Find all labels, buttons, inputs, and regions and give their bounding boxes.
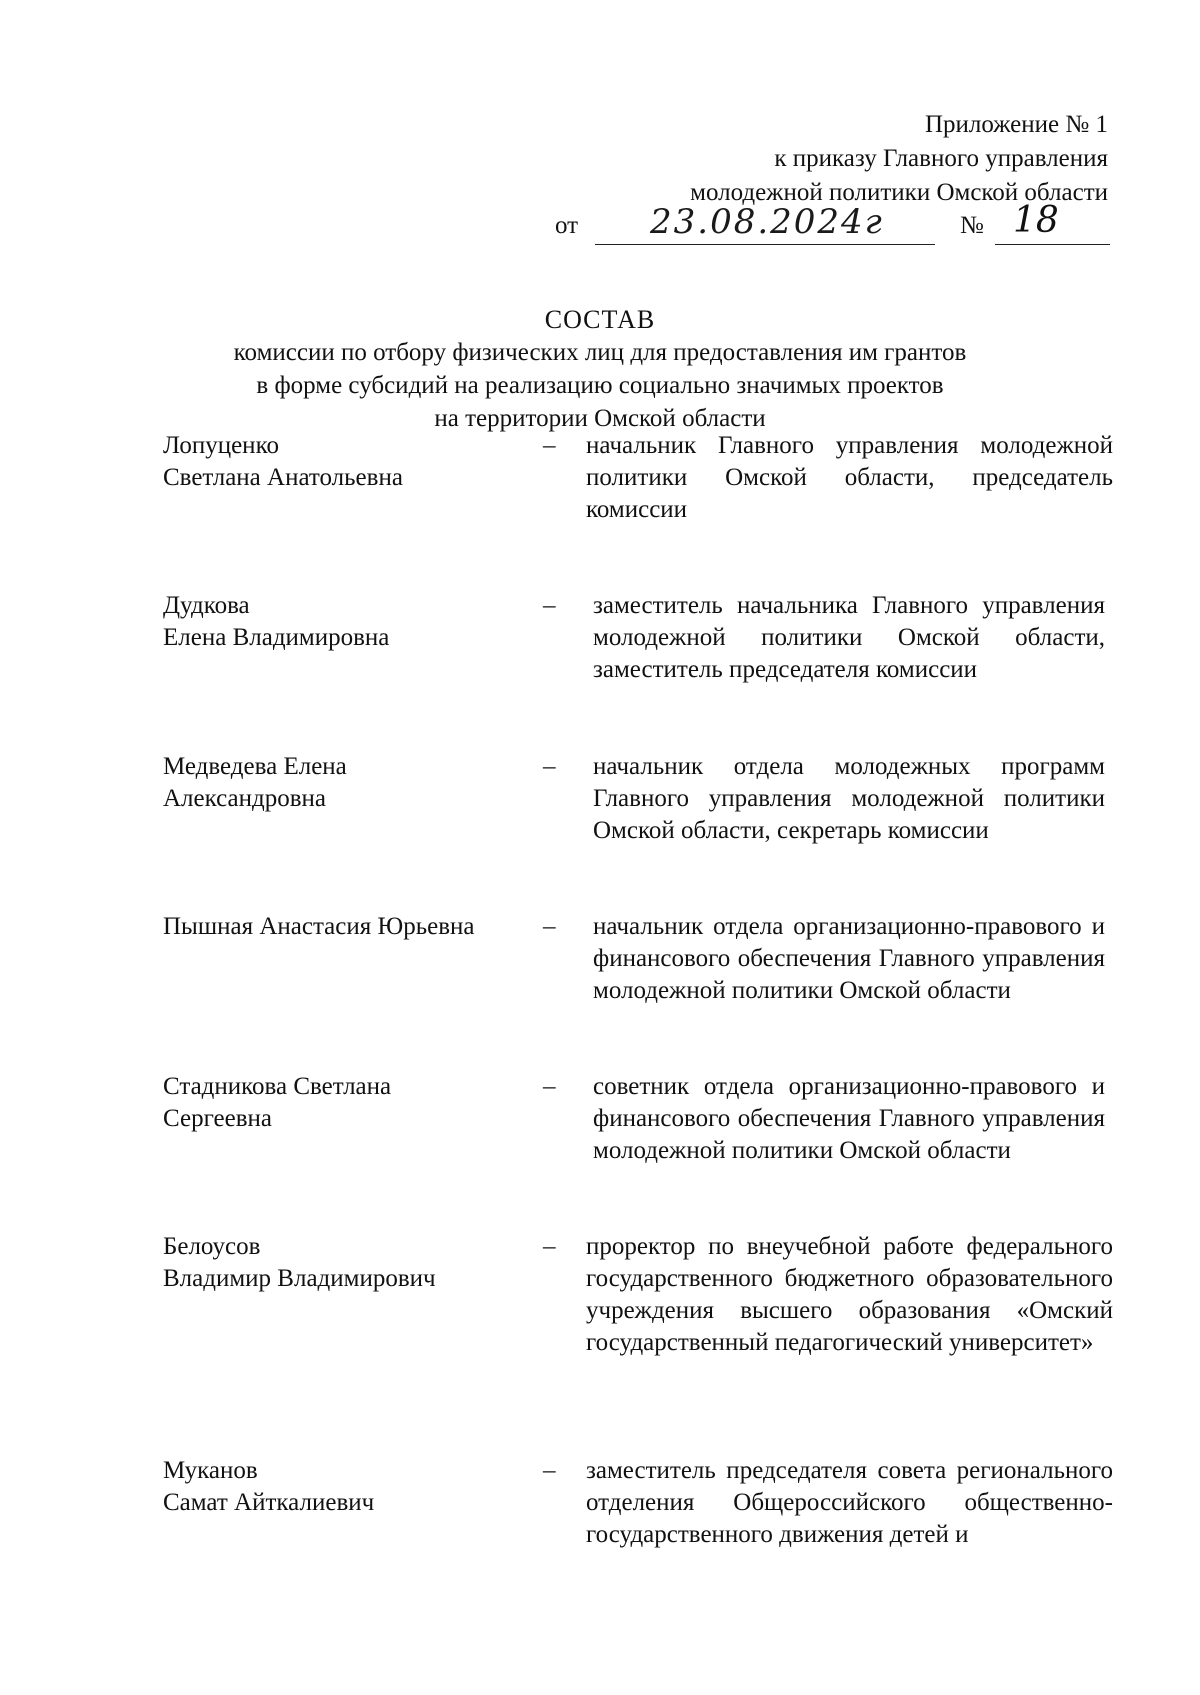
member-name: [163, 590, 543, 654]
dash-separator: –: [543, 1233, 556, 1260]
member-given-names: Сергеевна: [163, 1105, 272, 1132]
member-surname: Муканов: [163, 1457, 258, 1484]
date-prefix: от: [555, 212, 579, 239]
title-line-3: на территории Омской области: [434, 405, 766, 432]
number-prefix: №: [960, 212, 984, 239]
title-line-1: комиссии по отбору физических лиц для предоставления им грантов: [233, 339, 967, 366]
appendix-number: Приложение № 1: [924, 111, 1108, 138]
member-given-names: Елена Владимировна: [163, 624, 390, 651]
member-role: начальник отдела организационно-правового и финансового обеспечения Главного управления молодежной политики Омской области: [593, 913, 1105, 1004]
member-given-names: Самат Айткалиевич: [163, 1489, 375, 1516]
order-reference: к приказу Главного управления: [774, 145, 1108, 172]
member-surname: Дудкова: [163, 592, 250, 619]
number-underline: [995, 244, 1110, 245]
member-role: проректор по внеучебной работе федерального государственного бюджетного образовательного учреждения высшего образования «Омский государственный педагогический университет»: [586, 1233, 1113, 1356]
member-role: начальник Главного управления молодежной политики Омской области, председатель комиссии: [586, 432, 1113, 523]
member-name: [163, 1071, 543, 1135]
member-role: заместитель начальника Главного управления молодежной политики Омской области, заместитель председателя комиссии: [593, 592, 1105, 683]
dash-separator: –: [543, 913, 556, 940]
title-main: СОСТАВ: [544, 305, 656, 334]
dash-separator: –: [543, 753, 556, 780]
member-surname: Пышная Анастасия Юрьевна: [163, 913, 475, 940]
member-surname: Лопуценко: [163, 432, 279, 459]
dash-separator: –: [543, 592, 556, 619]
appendix-header: [468, 108, 1108, 210]
member-name: [163, 1231, 543, 1295]
title-line-2: в форме субсидий на реализацию социально значимых проектов: [256, 372, 944, 399]
member-surname: Стадникова Светлана: [163, 1073, 392, 1100]
issuing-authority: молодежной политики Омской области: [690, 179, 1108, 206]
member-name: [163, 430, 543, 494]
member-given-names: Владимир Владимирович: [163, 1265, 436, 1292]
member-name: [163, 911, 543, 943]
document-title: [150, 303, 1050, 435]
member-role: советник отдела организационно-правового и финансового обеспечения Главного управления молодежной политики Омской области: [593, 1073, 1105, 1164]
dash-separator: –: [543, 432, 556, 459]
date-underline: [595, 244, 935, 245]
member-surname: Белоусов: [163, 1233, 261, 1260]
handwritten-date: 23.08.2024г: [650, 202, 884, 242]
member-given-names: Светлана Анатольевна: [163, 464, 403, 491]
member-name: [163, 1455, 543, 1519]
dash-separator: –: [543, 1073, 556, 1100]
handwritten-number: 18: [1013, 200, 1059, 241]
order-date-row: [555, 200, 1115, 246]
member-surname: Медведева Елена: [163, 753, 347, 780]
dash-separator: –: [543, 1457, 556, 1484]
member-role: начальник отдела молодежных программ Главного управления молодежной политики Омской области, секретарь комиссии: [593, 753, 1105, 844]
member-given-names: Александровна: [163, 785, 327, 812]
member-name: [163, 751, 543, 815]
member-role: заместитель председателя совета регионального отделения Общероссийского общественно-государственного движения детей и: [586, 1457, 1113, 1548]
